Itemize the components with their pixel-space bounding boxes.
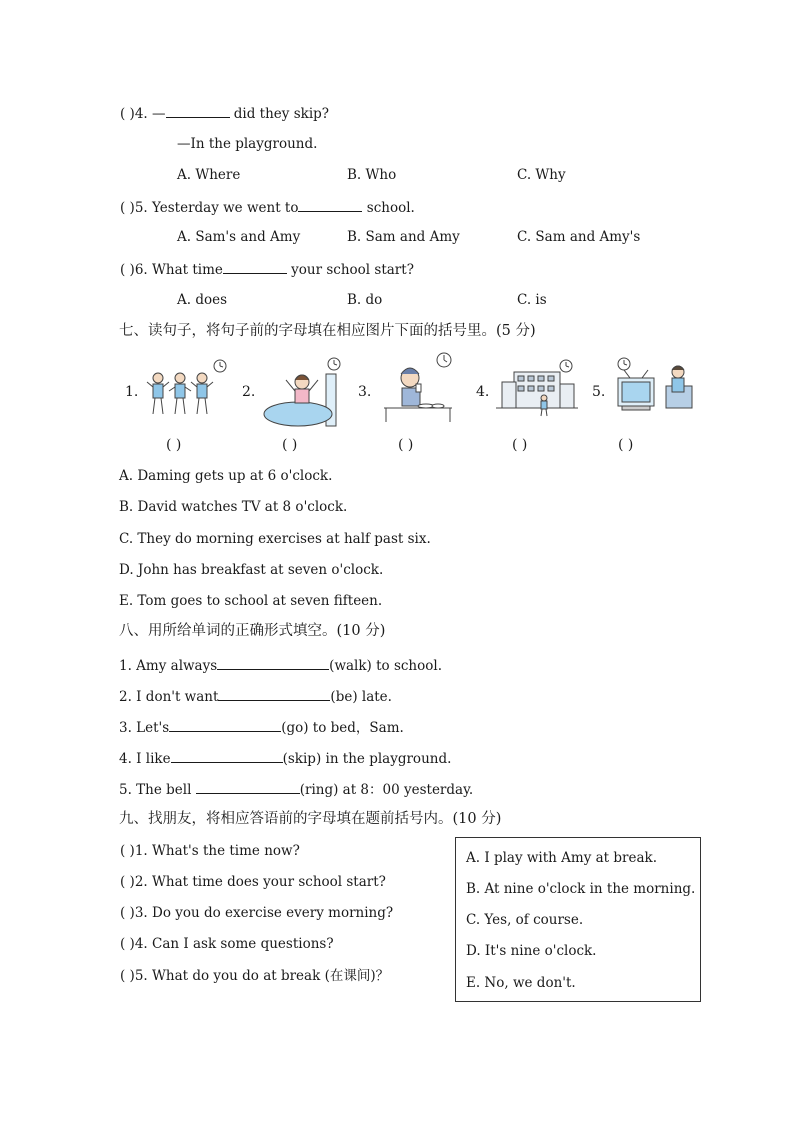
answer-paren[interactable]: ( ) xyxy=(120,905,135,921)
question-stem-before: 6. What time xyxy=(134,262,223,278)
question-4 xyxy=(120,103,329,123)
part8-title: 八、用所给单词的正确形式填空。(10 分) xyxy=(119,623,386,639)
q4-option-c[interactable]: C. Why xyxy=(517,167,566,183)
fill-blank[interactable] xyxy=(196,779,300,794)
match-question-5 xyxy=(120,967,389,985)
fill-item-hint: (walk) to school. xyxy=(329,658,442,674)
answer-option-a: A. I play with Amy at break. xyxy=(466,850,658,866)
question-text: 2. What time does your school start? xyxy=(134,874,386,890)
girl-getting-up-illustration xyxy=(262,356,346,426)
picture-number-1: 1. xyxy=(125,384,139,400)
sentence-e: E. Tom goes to school at seven fifteen. xyxy=(119,593,383,609)
q5-option-a[interactable]: A. Sam's and Amy xyxy=(177,229,301,245)
kids-exercising-illustration xyxy=(146,358,226,420)
match-question-4 xyxy=(120,935,334,953)
q5-option-c[interactable]: C. Sam and Amy's xyxy=(517,229,641,245)
question-text: 4. Can I ask some questions? xyxy=(134,936,334,952)
q4-option-b[interactable]: B. Who xyxy=(347,167,397,183)
match-question-3 xyxy=(120,904,393,922)
question-6 xyxy=(120,259,414,279)
answer-paren[interactable]: ( ) xyxy=(120,968,135,984)
match-question-1 xyxy=(120,842,300,860)
fill-item-4 xyxy=(119,748,451,768)
answer-option-d: D. It's nine o'clock. xyxy=(466,943,597,959)
question-stem: did they skip? xyxy=(229,106,330,122)
boy-watching-tv-illustration xyxy=(614,358,694,418)
fill-item-2 xyxy=(119,686,392,706)
sentence-c: C. They do morning exercises at half past six. xyxy=(119,531,431,547)
question-number: 4. — xyxy=(134,106,166,122)
picture-1-answer[interactable]: ( ) xyxy=(166,437,182,453)
school-building-illustration xyxy=(496,358,578,420)
question-stem-after: your school start? xyxy=(286,262,414,278)
fill-blank[interactable] xyxy=(171,748,283,763)
fill-item-text: 4. I like xyxy=(119,751,171,767)
answer-blank[interactable] xyxy=(166,103,230,118)
fill-item-text: 5. The bell xyxy=(119,782,196,798)
fill-blank[interactable] xyxy=(217,655,329,670)
fill-item-hint: (go) to bed，Sam. xyxy=(281,720,404,736)
fill-item-hint: (be) late. xyxy=(330,689,392,705)
picture-4-answer[interactable]: ( ) xyxy=(512,437,528,453)
part9-title: 九、找朋友，将相应答语前的字母填在题前括号内。(10 分) xyxy=(119,811,502,827)
q6-option-b[interactable]: B. do xyxy=(347,292,383,308)
fill-item-hint: (ring) at 8：00 yesterday. xyxy=(299,782,474,798)
q6-option-a[interactable]: A. does xyxy=(177,292,228,308)
fill-item-3 xyxy=(119,717,404,737)
q5-option-b[interactable]: B. Sam and Amy xyxy=(347,229,460,245)
answer-blank[interactable] xyxy=(223,259,287,274)
question-text: 3. Do you do exercise every morning? xyxy=(134,905,394,921)
part7-title: 七、读句子，将句子前的字母填在相应图片下面的括号里。(5 分) xyxy=(119,323,536,339)
fill-blank[interactable] xyxy=(169,717,281,732)
answer-paren[interactable]: ( ) xyxy=(120,874,135,890)
answer-blank[interactable] xyxy=(298,197,362,212)
picture-5-answer[interactable]: ( ) xyxy=(618,437,634,453)
fill-blank[interactable] xyxy=(218,686,330,701)
match-question-2 xyxy=(120,873,386,891)
fill-item-5 xyxy=(119,779,473,799)
fill-item-1 xyxy=(119,655,442,675)
picture-3-answer[interactable]: ( ) xyxy=(398,437,414,453)
answer-paren[interactable]: ( ) xyxy=(120,200,135,216)
sentence-a: A. Daming gets up at 6 o'clock. xyxy=(119,468,333,484)
question-text: 5. What do you do at break (在课间)？ xyxy=(134,968,390,984)
q6-option-c[interactable]: C. is xyxy=(517,292,547,308)
sentence-b: B. David watches TV at 8 o'clock. xyxy=(119,499,348,515)
fill-item-text: 3. Let's xyxy=(119,720,170,736)
picture-number-2: 2. xyxy=(242,384,256,400)
q4-option-a[interactable]: A. Where xyxy=(177,167,241,183)
answer-options-box xyxy=(455,837,701,1002)
question-4-answer-line: —In the playground. xyxy=(177,136,318,152)
picture-number-3: 3. xyxy=(358,384,372,400)
sentence-d: D. John has breakfast at seven o'clock. xyxy=(119,562,384,578)
answer-option-c: C. Yes, of course. xyxy=(466,912,584,928)
picture-number-4: 4. xyxy=(476,384,490,400)
question-stem-after: school. xyxy=(362,200,415,216)
answer-paren[interactable]: ( ) xyxy=(120,843,135,859)
answer-paren[interactable]: ( ) xyxy=(120,106,135,122)
question-stem-before: 5. Yesterday we went to xyxy=(134,200,299,216)
fill-item-text: 1. Amy always xyxy=(119,658,218,674)
answer-paren[interactable]: ( ) xyxy=(120,262,135,278)
boy-breakfast-illustration xyxy=(378,352,458,424)
question-5 xyxy=(120,197,415,217)
answer-option-b: B. At nine o'clock in the morning. xyxy=(466,881,696,897)
answer-paren[interactable]: ( ) xyxy=(120,936,135,952)
answer-option-e: E. No, we don't. xyxy=(466,975,576,991)
question-text: 1. What's the time now? xyxy=(134,843,300,859)
fill-item-text: 2. I don't want xyxy=(119,689,219,705)
picture-2-answer[interactable]: ( ) xyxy=(282,437,298,453)
fill-item-hint: (skip) in the playground. xyxy=(282,751,452,767)
picture-number-5: 5. xyxy=(592,384,606,400)
